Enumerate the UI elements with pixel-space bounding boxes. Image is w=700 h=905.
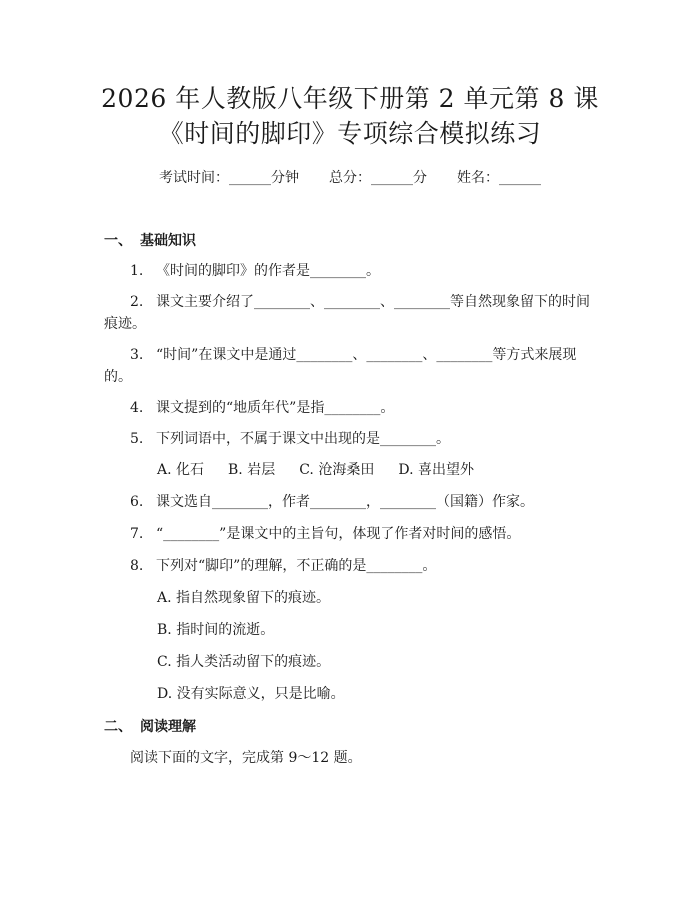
question-2 [104, 291, 600, 335]
question-number: 3. [130, 347, 144, 363]
section-1-number: 一、 [104, 233, 132, 249]
question-8-option-c: C. 指人类活动留下的痕迹。 [157, 654, 331, 670]
section-1-title: 基础知识 [140, 233, 196, 249]
question-5 [104, 428, 600, 450]
option-c: C. 沧海桑田 [299, 462, 375, 478]
option-b: B. 岩层 [228, 462, 276, 478]
question-4 [104, 397, 600, 419]
section-heading-2 [104, 716, 196, 736]
question-5-options [157, 460, 498, 480]
question-text: 《时间的脚印》的作者是________。 [156, 263, 380, 279]
question-text: 下列词语中，不属于课文中出现的是________。 [156, 431, 450, 447]
section-2-title: 阅读理解 [140, 719, 196, 735]
exam-time: 考试时间：______分钟 [159, 170, 299, 186]
question-number: 7. [130, 526, 144, 542]
question-8-option-d: D. 没有实际意义，只是比喻。 [157, 686, 345, 702]
question-text: “________”是课文中的主旨句，体现了作者对时间的感悟。 [156, 526, 521, 542]
exam-score: 总分：______分 [329, 170, 427, 186]
option-a: A. 化石 [157, 462, 205, 478]
question-1 [104, 260, 600, 282]
exam-name: 姓名：______ [457, 170, 541, 186]
question-text: “时间”在课文中是通过________、________、________等方式来展现的。 [104, 347, 577, 385]
question-number: 4. [130, 400, 144, 416]
section-heading-1 [104, 230, 196, 250]
question-number: 5. [130, 431, 144, 447]
question-number: 8. [130, 558, 144, 574]
title-line-1: 2026 年人教版八年级下册第 2 单元第 8 课 [101, 84, 599, 113]
option-d: D. 喜出望外 [398, 462, 474, 478]
reading-intro: 阅读下面的文字，完成第 9～12 题。 [130, 750, 362, 766]
question-8 [104, 555, 600, 577]
question-number: 2. [130, 294, 144, 310]
question-text: 下列对“脚印”的理解，不正确的是________。 [156, 558, 437, 574]
section-2-number: 二、 [104, 719, 132, 735]
question-number: 1. [130, 263, 144, 279]
question-6 [104, 491, 600, 513]
question-8-option-a: A. 指自然现象留下的痕迹。 [157, 590, 331, 606]
question-text: 课文提到的“地质年代”是指________。 [156, 400, 395, 416]
question-3 [104, 344, 600, 388]
exam-info [0, 168, 700, 188]
question-7 [104, 523, 600, 545]
question-text: 课文主要介绍了________、________、________等自然现象留下的时间痕迹。 [104, 294, 590, 332]
question-8-option-b: B. 指时间的流逝。 [157, 622, 275, 638]
title-line-2: 《时间的脚印》专项综合模拟练习 [158, 119, 542, 148]
question-number: 6. [130, 494, 144, 510]
question-text: 课文选自________，作者________，________（国籍）作家。 [156, 494, 534, 510]
